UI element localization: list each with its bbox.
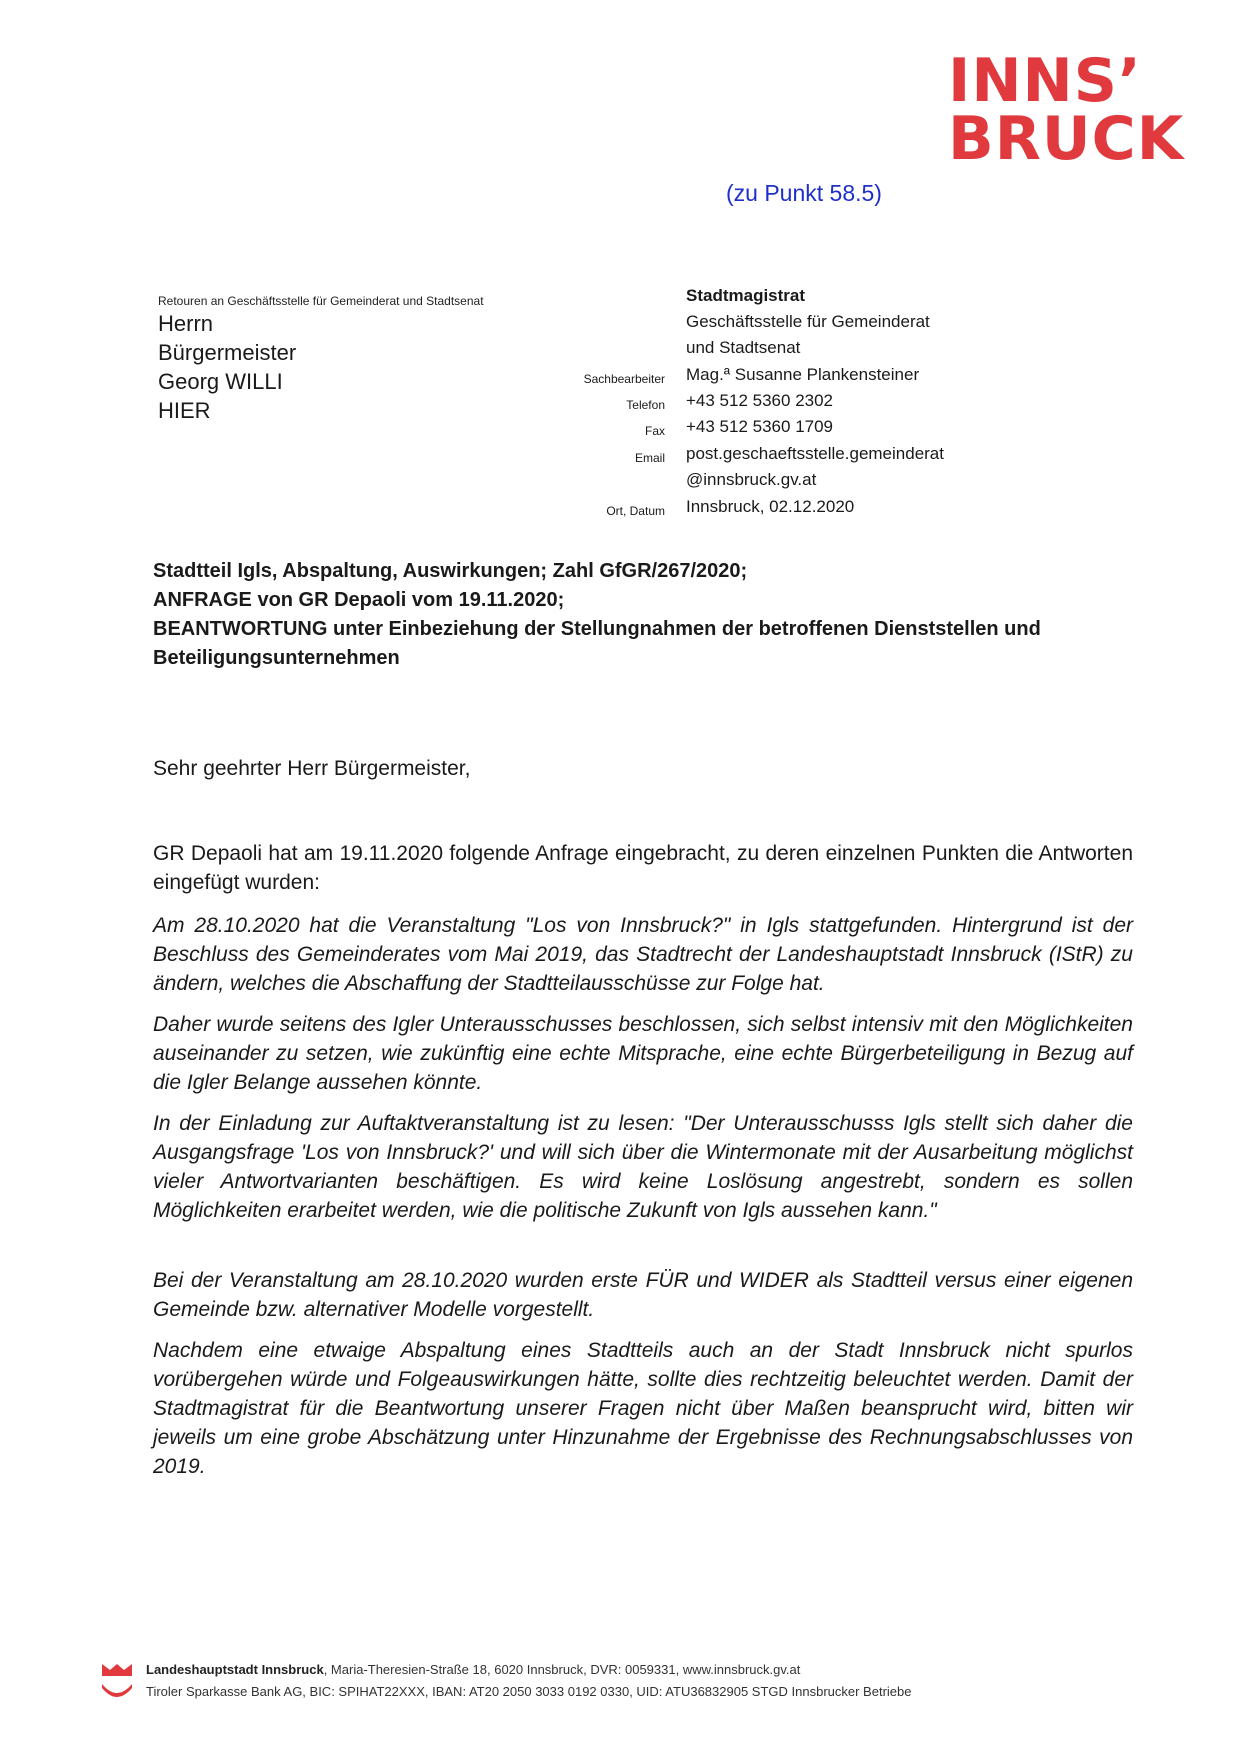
- logo-line-2: BRUCK: [948, 104, 1185, 174]
- subject-line: ANFRAGE von GR Depaoli vom 19.11.2020;: [153, 589, 565, 611]
- recipient-line: HIER: [158, 398, 211, 423]
- recipient-line: Georg WILLI: [158, 369, 283, 394]
- intro-paragraph: GR Depaoli hat am 19.11.2020 folgende Anfrage eingebracht, zu deren einzelnen Punkten die Antworten eingefügt wurden:: [153, 842, 1133, 894]
- date-label: Ort, Datum: [606, 504, 665, 518]
- subject: [153, 557, 1133, 673]
- quoted-paragraph: In der Einladung zur Auftaktveranstaltung ist zu lesen: "Der Unterausschusss Igls stellt sich daher die Ausgangsfrage 'Los von Innsbruck?' und will sich über die Wintermonate mit der Ausarbeitung möglichst vieler Antwortvarianten beschäftigen. Es wird keine Loslösung angestrebt, sondern es sollen Möglichkeiten erarbeitet werden, wie die politische Zukunft von Igls aussehen kann.": [153, 1112, 1133, 1222]
- logo-line-1: INNS’: [948, 46, 1142, 116]
- recipient-address: [158, 309, 296, 425]
- subject-line: BEANTWORTUNG unter Einbeziehung der Stellungnahmen der betroffenen Dienststellen und Beteiligungsunternehmen: [153, 618, 1041, 669]
- date-value: Innsbruck, 02.12.2020: [686, 497, 855, 516]
- quoted-paragraph: Daher wurde seitens des Igler Unterausschusses beschlossen, sich selbst intensiv mit den Möglichkeiten auseinander zu setzen, wie zukünftig eine echte Mitsprache, eine echte Bürgerbeteiligung in Bezug auf die Igler Belange aussehen könnte.: [153, 1013, 1133, 1094]
- quoted-paragraph: Nachdem eine etwaige Abspaltung eines Stadtteils auch an der Stadt Innsbruck nicht spurlos vorübergehen würde und Folgeauswirkungen hätte, sollte dies rechtzeitig beleuchtet werden. Damit der Stadtmagistrat für die Beantwortung unserer Fragen nicht über Maßen beansprucht wird, bitten wir jeweils um eine grobe Abschätzung unter Hinzunahme der Ergebnisse des Rechnungsabschlusses von 2019.: [153, 1339, 1133, 1478]
- fax-value: +43 512 5360 1709: [686, 417, 834, 436]
- clerk-label: Sachbearbeiter: [583, 372, 665, 386]
- quoted-paragraph: Am 28.10.2020 hat die Veranstaltung "Los von Innsbruck?" in Igls stattgefunden. Hintergrund ist der Beschluss des Gemeinderates vom Mai 2019, das Stadtrecht der Landeshauptstadt Innsbruck (IStR) zu ändern, welches die Abschaffung der Stadtteilausschüsse zur Folge hat.: [153, 914, 1133, 995]
- email-value-line: post.geschaeftsstelle.gemeinderat: [686, 444, 944, 463]
- footer-org-name: Landeshauptstadt Innsbruck: [146, 1662, 324, 1677]
- innsbruck-logo: [948, 46, 1198, 174]
- salutation: Sehr geehrter Herr Bürgermeister,: [153, 757, 471, 780]
- agenda-reference: (zu Punkt 58.5): [726, 180, 882, 206]
- email-value-line: @innsbruck.gv.at: [686, 470, 817, 489]
- fax-label: Fax: [644, 424, 665, 438]
- quoted-paragraph: Bei der Veranstaltung am 28.10.2020 wurden erste FÜR und WIDER als Stadtteil versus einer eigenen Gemeinde bzw. alternativer Modelle vorgestellt.: [153, 1269, 1133, 1321]
- footer-line-2: Tiroler Sparkasse Bank AG, BIC: SPIHAT22XXX, IBAN: AT20 2050 3033 0192 0330, UID: ATU36832905 STGD Innsbrucker Betriebe: [146, 1684, 912, 1699]
- phone-label: Telefon: [626, 398, 665, 412]
- recipient-line: Bürgermeister: [158, 340, 297, 365]
- return-note: Retouren an Geschäftsstelle für Gemeinderat und Stadtsenat: [158, 294, 484, 308]
- city-emblem-icon: [100, 1662, 134, 1700]
- sender-dept-line: Geschäftsstelle für Gemeinderat: [686, 312, 930, 331]
- subject-line: Stadtteil Igls, Abspaltung, Auswirkungen; Zahl GfGR/267/2020;: [153, 560, 748, 582]
- clerk-name: Mag.ª Susanne Plankensteiner: [686, 365, 920, 384]
- sender-title: Stadtmagistrat: [686, 286, 806, 305]
- footer-line-1: [146, 1662, 800, 1677]
- phone-value: +43 512 5360 2302: [686, 391, 834, 410]
- email-label: Email: [634, 451, 665, 465]
- recipient-line: Herrn: [158, 311, 214, 336]
- footer-address: , Maria-Theresien-Straße 18, 6020 Innsbruck, DVR: 0059331, www.innsbruck.gv.at: [323, 1662, 801, 1677]
- sender-dept-line: und Stadtsenat: [686, 338, 801, 357]
